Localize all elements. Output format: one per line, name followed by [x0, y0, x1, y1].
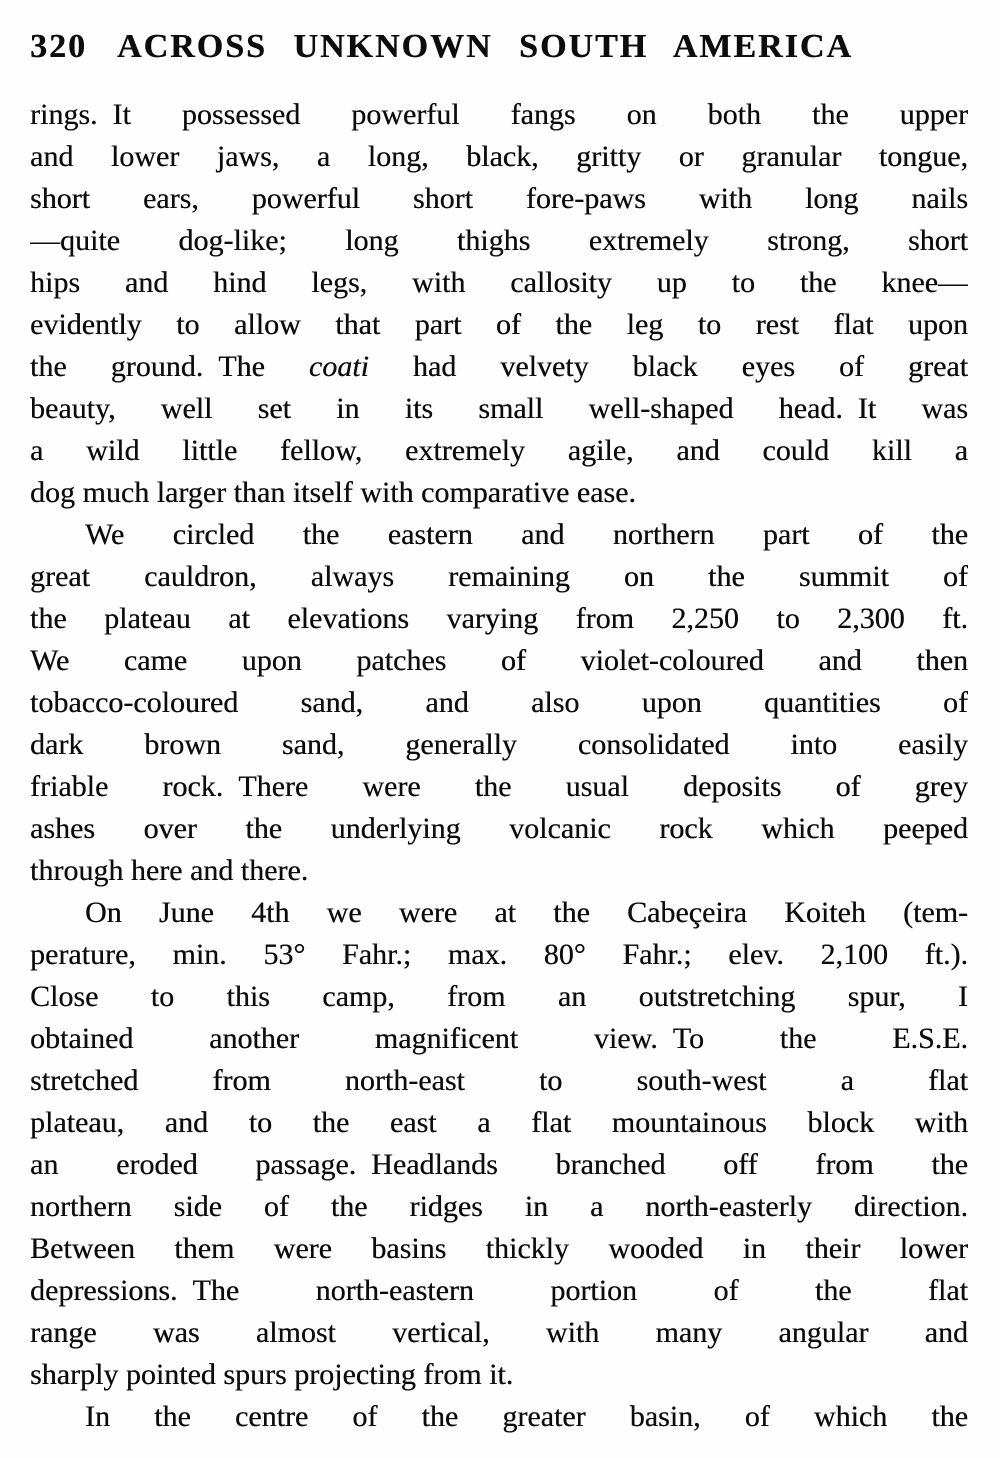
text-line — [30, 1060, 968, 1102]
text-segment: sharply pointed spurs projecting from it. — [30, 1358, 514, 1391]
text-segment: northern side of the ridges in a north-easterly direction. — [30, 1190, 968, 1223]
text-segment: beauty, well set in its small well-shaped head. It was — [30, 392, 968, 425]
text-segment: ashes over the underlying volcanic rock which peeped — [30, 812, 968, 845]
text-segment: rings. It possessed powerful fangs on both the upper — [30, 98, 968, 131]
text-segment: and lower jaws, a long, black, gritty or granular tongue, — [30, 140, 968, 173]
text-line — [30, 1186, 968, 1228]
text-line — [30, 220, 968, 262]
running-title: ACROSS UNKNOWN SOUTH AMERICA — [117, 28, 853, 65]
text-segment: perature, min. 53° Fahr.; max. 80° Fahr.; elev. 2,100 ft.). — [30, 938, 968, 971]
text-segment: We came upon patches of violet-coloured and then — [30, 644, 968, 677]
text-segment: obtained another magnificent view. To the E.S.E. — [30, 1022, 968, 1055]
text-line — [30, 934, 968, 976]
text-line — [30, 1228, 968, 1270]
text-segment: dog much larger than itself with comparative ease. — [30, 476, 636, 509]
paragraph — [30, 514, 968, 892]
text-segment: —quite dog-like; long thighs extremely strong, short — [30, 224, 968, 257]
text-segment: plateau, and to the east a flat mountainous block with — [30, 1106, 968, 1139]
paragraph — [30, 94, 968, 514]
page-body — [30, 94, 968, 1438]
text-segment: the ground. The — [30, 350, 309, 383]
text-line — [30, 976, 968, 1018]
text-segment: depressions. The north-eastern portion of the flat — [30, 1274, 968, 1307]
text-segment: stretched from north-east to south-west a flat — [30, 1064, 968, 1097]
text-line — [30, 94, 968, 136]
paragraph — [30, 1396, 968, 1438]
text-line — [30, 598, 968, 640]
text-line — [30, 346, 968, 388]
text-segment: On June 4th we were at the Cabeçeira Koiteh (tem- — [85, 896, 968, 929]
text-line — [30, 1312, 968, 1354]
text-segment: hips and hind legs, with callosity up to the knee— — [30, 266, 968, 299]
page-header — [30, 28, 968, 66]
text-line — [30, 1270, 968, 1312]
text-line — [30, 1144, 968, 1186]
text-segment: tobacco-coloured sand, and also upon quantities of — [30, 686, 968, 719]
page-number: 320 — [30, 28, 87, 65]
text-segment: friable rock. There were the usual deposits of grey — [30, 770, 968, 803]
text-line — [30, 724, 968, 766]
text-line — [30, 556, 968, 598]
text-line — [30, 808, 968, 850]
text-segment: great cauldron, always remaining on the summit of — [30, 560, 968, 593]
text-line — [30, 766, 968, 808]
text-segment: through here and there. — [30, 854, 309, 887]
text-line — [30, 1102, 968, 1144]
text-segment: range was almost vertical, with many angular and — [30, 1316, 968, 1349]
text-segment: the plateau at elevations varying from 2,250 to 2,300 ft. — [30, 602, 968, 635]
paragraph — [30, 892, 968, 1396]
text-line — [30, 1396, 968, 1438]
text-line — [30, 388, 968, 430]
text-line — [30, 262, 968, 304]
text-segment: We circled the eastern and northern part of the — [85, 518, 968, 551]
text-segment: Between them were basins thickly wooded in their lower — [30, 1232, 968, 1265]
text-segment: In the centre of the greater basin, of which the — [85, 1400, 968, 1433]
text-line — [30, 892, 968, 934]
text-line — [30, 430, 968, 472]
text-line — [30, 178, 968, 220]
text-line — [30, 136, 968, 178]
text-segment: short ears, powerful short fore-paws with long nails — [30, 182, 968, 215]
text-segment: a wild little fellow, extremely agile, and could kill a — [30, 434, 968, 467]
text-line — [30, 1018, 968, 1060]
italic-word: coati — [308, 350, 369, 383]
text-line — [30, 304, 968, 346]
text-segment: evidently to allow that part of the leg to rest flat upon — [30, 308, 968, 341]
text-segment: had velvety black eyes of great — [368, 350, 968, 383]
text-line — [30, 850, 968, 892]
text-line — [30, 1354, 968, 1396]
text-segment: dark brown sand, generally consolidated into easily — [30, 728, 968, 761]
text-line — [30, 472, 968, 514]
text-line — [30, 514, 968, 556]
text-segment: Close to this camp, from an outstretching spur, I — [30, 980, 968, 1013]
text-line — [30, 640, 968, 682]
text-segment: an eroded passage. Headlands branched off from the — [30, 1148, 968, 1181]
text-line — [30, 682, 968, 724]
